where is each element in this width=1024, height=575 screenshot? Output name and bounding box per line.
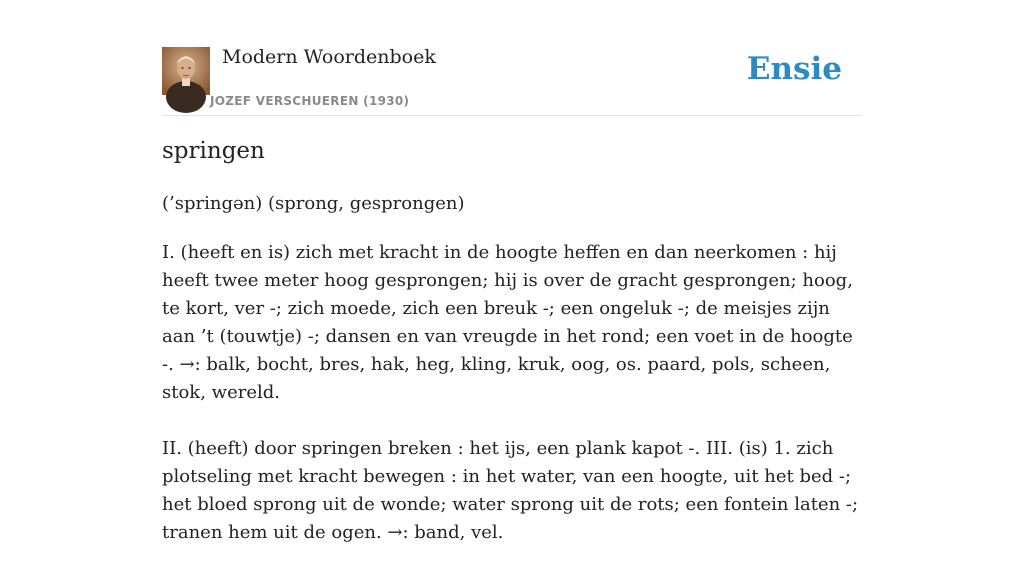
site-header: [162, 45, 862, 116]
entry-definition: [162, 239, 868, 575]
book-title[interactable]: Modern Woordenboek: [222, 46, 436, 68]
definition-paragraph: II. (heeft) door springen breken : het ijs, een plank kapot -. III. (is) 1. zich plotseling met kracht bewegen : in het water, van een hoogte, uit het bed -; het bloed sprong uit de wonde; water sprong uit de rots; een fontein laten -; tranen hem uit de ogen. →: band, vel.: [162, 438, 859, 543]
brand-logo[interactable]: Ensie: [746, 51, 842, 87]
definition-paragraph: I. (heeft en is) zich met kracht in de hoogte heffen en dan neerkomen : hij heeft twee meter hoog gesprongen; hij is over de gracht gesprongen; hoog, te kort, ver -; zich moede, zich een breuk -; een ongeluk -; de meisjes zijn aan ’t (touwtje) -; dansen en van vreugde in het rond; een voet in de hoogte -. →: balk, bocht, bres, hak, heg, kling, kruk, oog, os. paard, pols, scheen, stok, wereld.: [162, 242, 853, 403]
entry-pronunciation: (’springən) (sprong, gesprongen): [162, 193, 465, 214]
entry-headword: springen: [162, 138, 265, 164]
author-portrait-icon[interactable]: [162, 47, 210, 95]
author-name: JOZEF VERSCHUEREN (1930): [210, 94, 410, 108]
